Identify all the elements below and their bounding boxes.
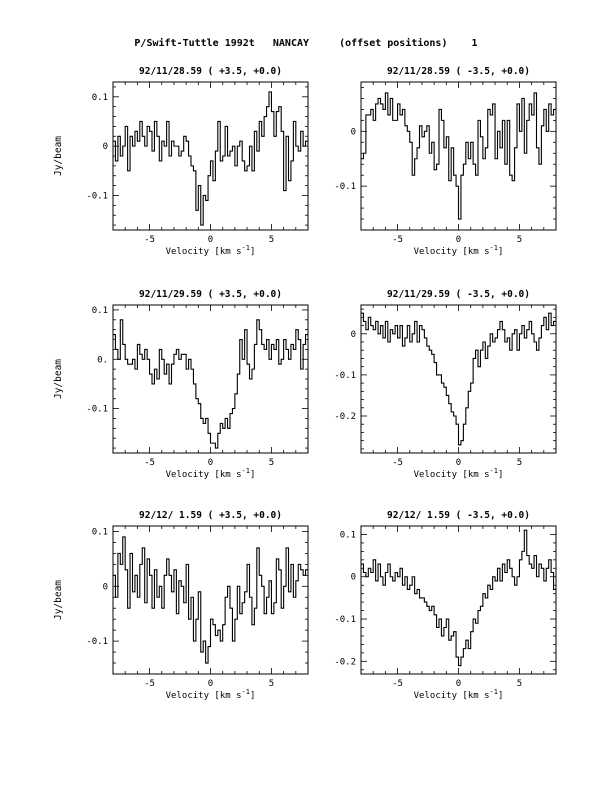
y-axis-label: Jy/beam [53,135,64,177]
spectrum-panel-6 [334,510,556,701]
y-tick-label: -0.1 [86,191,108,202]
spectrum-panel-1 [53,66,308,257]
x-tick-label: -5 [392,458,403,468]
y-tick-label: 0 [350,127,356,138]
y-tick-label: -0.2 [334,412,356,422]
x-tick-label: 0 [455,458,462,468]
spectrum-panel-3 [53,289,308,480]
x-tick-label: 0 [455,679,462,689]
y-tick-label: -0.1 [334,615,356,626]
spectrum-panel-5 [53,510,308,701]
y-tick-label: 0.1 [91,305,108,316]
spectrum-panel-2 [334,66,556,257]
x-tick-label: 5 [516,679,523,689]
x-tick-label: 5 [268,458,275,468]
x-tick-label: 0 [455,235,462,245]
panel-title: 92/11/29.59 ( -3.5, +0.0) [387,289,530,300]
x-axis-label [166,467,256,480]
x-tick-label: -5 [392,679,403,689]
panel-title: 92/11/28.59 ( -3.5, +0.0) [387,66,530,77]
x-axis-label-main: Velocity [km s [165,470,242,480]
y-axis-label: Jy/beam [53,579,64,621]
x-axis-label-main: Velocity [km s [413,691,490,701]
panel-title: 92/11/28.59 ( +3.5, +0.0) [139,66,282,77]
spectrum-line [113,537,308,663]
x-axis-label-exponent: -1 [241,688,250,696]
page-title: P/Swift-Tuttle 1992t NANCAY (offset positions) 1 [134,38,478,49]
x-tick-label: 0 [207,235,214,245]
y-tick-label: -0.1 [334,182,356,193]
panel-title: 92/11/29.59 ( +3.5, +0.0) [139,289,282,300]
x-axis-label [414,244,504,257]
plot-frame [113,82,308,230]
x-axis-label [166,688,256,701]
panel-title: 92/12/ 1.59 ( -3.5, +0.0) [387,510,530,521]
y-tick-label: 0.1 [339,530,356,541]
x-tick-label: -5 [392,235,403,245]
y-tick-label: 0 [102,582,108,593]
spectrum-line [113,92,308,225]
x-tick-label: 5 [268,679,275,689]
x-axis-label-exponent: -1 [241,244,250,252]
spectrum-line [361,530,556,665]
x-tick-label: 5 [516,458,523,468]
x-axis-label-exponent: -1 [489,688,498,696]
x-axis-label-main: Velocity [km s [165,247,242,257]
plot-frame [113,305,308,453]
x-tick-label: 5 [516,235,523,245]
spectrum-line [361,93,556,219]
x-tick-label: -5 [144,458,155,468]
spectrum-line [113,320,308,448]
x-axis-label-tail: ] [249,691,256,701]
panel-title: 92/12/ 1.59 ( +3.5, +0.0) [139,510,282,521]
x-tick-label: 0 [207,458,214,468]
x-axis-label [414,688,504,701]
y-tick-label: -0.1 [86,404,108,415]
y-axis-label: Jy/beam [53,358,64,400]
x-axis-label-tail: ] [249,247,256,257]
y-tick-label: -0.2 [334,657,356,668]
x-axis-label-tail: ] [497,470,504,480]
x-axis-label-tail: ] [497,691,504,701]
x-axis-label-exponent: -1 [489,244,498,252]
y-tick-label: 0 [102,142,108,153]
x-tick-label: -5 [144,679,155,689]
x-axis-label-main: Velocity [km s [413,470,490,480]
x-axis-label-exponent: -1 [489,467,498,475]
y-tick-label: 0 [350,329,356,340]
x-axis-label-main: Velocity [km s [165,691,242,701]
y-tick-label: 0. [97,355,108,366]
y-tick-label: -0.1 [86,637,108,648]
x-axis-label [166,244,256,257]
y-tick-label: 0.1 [91,92,108,103]
y-tick-label: 0 [350,572,356,583]
x-tick-label: -5 [144,235,155,245]
spectrum-line [361,313,556,445]
x-tick-label: 5 [268,235,275,245]
x-axis-label-tail: ] [497,247,504,257]
spectrum-panel-4 [334,289,556,480]
x-axis-label [414,467,504,480]
x-axis-label-exponent: -1 [241,467,250,475]
x-axis-label-main: Velocity [km s [413,247,490,257]
x-axis-label-tail: ] [249,470,256,480]
y-tick-label: -0.1 [334,370,356,381]
y-tick-label: 0.1 [91,527,108,538]
x-tick-label: 0 [207,679,214,689]
